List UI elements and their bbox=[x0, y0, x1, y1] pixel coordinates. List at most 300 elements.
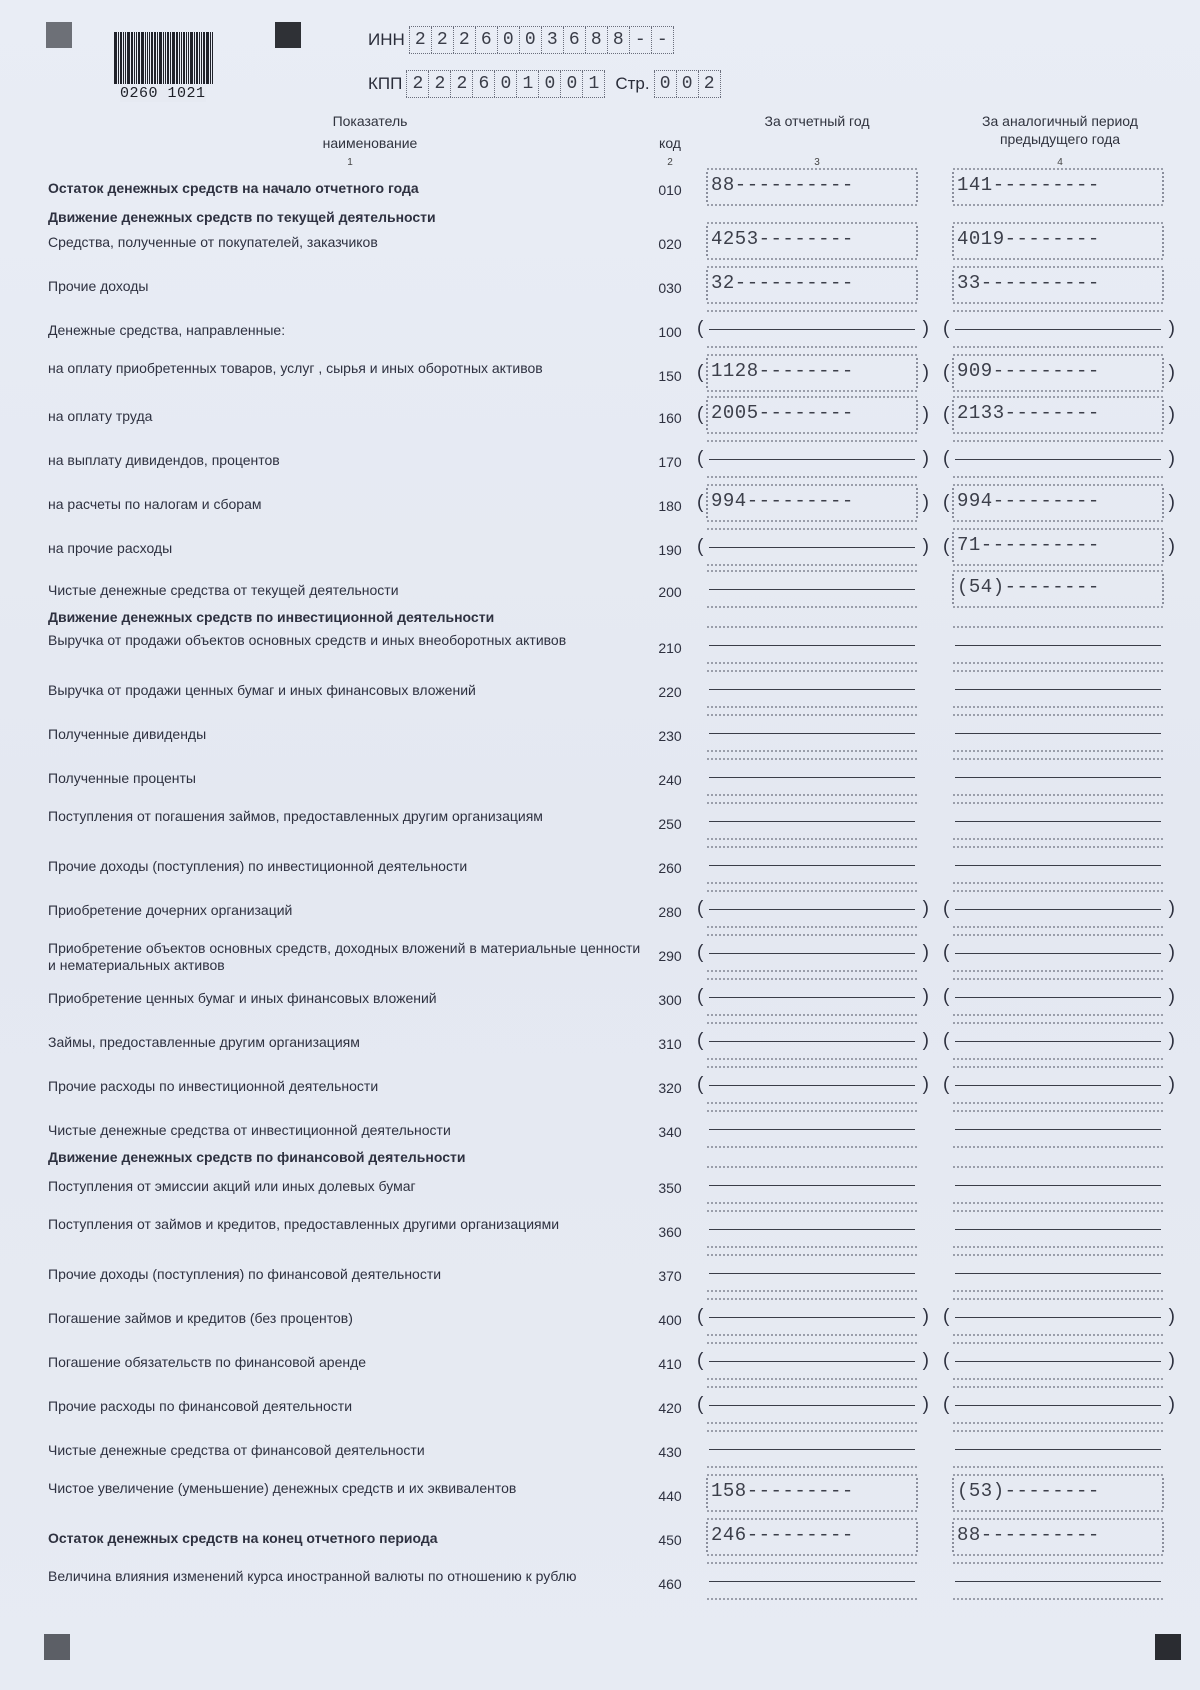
field-dotted-border bbox=[707, 750, 917, 752]
empty-field-line bbox=[709, 1405, 915, 1406]
col4-title-line2: предыдущего года bbox=[999, 131, 1121, 147]
value-field-col4[interactable] bbox=[943, 310, 1175, 348]
field-separator bbox=[706, 226, 708, 256]
value-field-col3[interactable] bbox=[697, 890, 929, 928]
value-field-col3[interactable] bbox=[707, 1562, 917, 1600]
field-separator bbox=[952, 1522, 954, 1552]
field-separator bbox=[952, 270, 954, 300]
open-paren: ( bbox=[943, 942, 950, 963]
barcode-bar bbox=[179, 32, 180, 84]
row-label: Погашение займов и кредитов (без процентов) bbox=[48, 1310, 353, 1326]
kpp-digit-cell: 1 bbox=[582, 71, 605, 97]
field-dotted-border bbox=[707, 882, 917, 884]
barcode-bar bbox=[141, 32, 144, 84]
value-field-col3[interactable] bbox=[707, 222, 917, 260]
value-field-col4[interactable] bbox=[943, 978, 1175, 1016]
barcode-bar bbox=[190, 32, 193, 84]
empty-field-line bbox=[955, 1361, 1161, 1362]
row-label: Поступления от погашения займов, предоставленных другим организациям bbox=[48, 808, 543, 824]
value-field-col3[interactable] bbox=[697, 396, 929, 434]
value-field-col4[interactable] bbox=[953, 168, 1163, 206]
row-code: 300 bbox=[658, 992, 682, 1008]
field-value: 246--------- bbox=[711, 1524, 854, 1546]
barcode-bar bbox=[127, 32, 130, 84]
field-separator bbox=[1162, 532, 1164, 562]
field-value: 4019-------- bbox=[957, 228, 1100, 250]
barcode-bar bbox=[181, 32, 182, 84]
row-code: 230 bbox=[658, 728, 682, 744]
row-code: 350 bbox=[658, 1180, 682, 1196]
open-paren: ( bbox=[697, 404, 704, 425]
open-paren: ( bbox=[697, 942, 704, 963]
value-field-col4[interactable] bbox=[943, 528, 1175, 566]
field-value: 141--------- bbox=[957, 174, 1100, 196]
col3-number: 3 bbox=[814, 157, 820, 168]
barcode-bar bbox=[186, 32, 187, 84]
field-dotted-border bbox=[953, 1378, 1163, 1380]
field-dotted-border bbox=[707, 1102, 917, 1104]
field-dotted-border bbox=[953, 794, 1163, 796]
field-separator bbox=[952, 172, 954, 202]
value-field-col3[interactable] bbox=[707, 1210, 917, 1248]
value-field-col3[interactable] bbox=[707, 1166, 917, 1204]
row-label: Выручка от продажи объектов основных средств и иных внеоборотных активов bbox=[48, 632, 567, 648]
close-paren: ) bbox=[922, 404, 929, 425]
col3-title: За отчетный год bbox=[764, 113, 870, 129]
value-field-col3[interactable] bbox=[707, 758, 917, 796]
value-field-col3[interactable] bbox=[697, 484, 929, 522]
value-field-col3[interactable] bbox=[707, 1110, 917, 1148]
close-paren: ) bbox=[1168, 898, 1175, 919]
value-field-col4[interactable] bbox=[953, 1210, 1163, 1248]
field-dotted-border bbox=[707, 890, 917, 892]
field-dotted-border bbox=[953, 1102, 1163, 1104]
field-dotted-border bbox=[707, 1422, 917, 1424]
open-paren: ( bbox=[943, 1074, 950, 1095]
kpp-cells bbox=[406, 70, 605, 98]
field-dotted-border bbox=[953, 1562, 1163, 1564]
empty-field-line bbox=[709, 1273, 915, 1274]
empty-field-line bbox=[709, 1041, 915, 1042]
barcode-bar bbox=[159, 32, 162, 84]
close-paren: ) bbox=[922, 362, 929, 383]
field-dotted-border bbox=[707, 396, 917, 398]
field-separator bbox=[952, 532, 954, 562]
field-dotted-border bbox=[953, 1474, 1163, 1476]
row-code: 020 bbox=[658, 236, 682, 252]
field-dotted-border bbox=[953, 802, 1163, 804]
page-digit-cell: 0 bbox=[676, 71, 698, 97]
row-label: на расчеты по налогам и сборам bbox=[48, 496, 262, 512]
field-dotted-border bbox=[707, 794, 917, 796]
row-label: Полученные проценты bbox=[48, 770, 196, 786]
close-paren: ) bbox=[1168, 448, 1175, 469]
open-paren: ( bbox=[943, 1306, 950, 1327]
field-dotted-border bbox=[953, 626, 1163, 628]
field-separator bbox=[916, 1522, 918, 1552]
empty-field-line bbox=[709, 997, 915, 998]
value-field-col3[interactable] bbox=[697, 528, 929, 566]
field-dotted-border bbox=[707, 1474, 917, 1476]
open-paren: ( bbox=[697, 898, 704, 919]
row-label: Займы, предоставленные другим организациям bbox=[48, 1034, 360, 1050]
close-paren: ) bbox=[1168, 986, 1175, 1007]
close-paren: ) bbox=[922, 1306, 929, 1327]
field-dotted-border bbox=[707, 1110, 917, 1112]
row-code: 180 bbox=[658, 498, 682, 514]
row-label: Прочие расходы по финансовой деятельности bbox=[48, 1398, 353, 1414]
value-field-col3[interactable] bbox=[697, 440, 929, 478]
close-paren: ) bbox=[922, 942, 929, 963]
field-dotted-border bbox=[707, 926, 917, 928]
field-dotted-border bbox=[707, 1510, 917, 1512]
barcode-bar bbox=[212, 32, 213, 84]
field-dotted-border bbox=[953, 564, 1163, 566]
field-dotted-border bbox=[707, 1058, 917, 1060]
value-field-col4[interactable] bbox=[943, 440, 1175, 478]
value-field-col3[interactable] bbox=[697, 1298, 929, 1336]
row-label: Средства, полученные от покупателей, заказчиков bbox=[48, 234, 378, 250]
open-paren: ( bbox=[697, 1074, 704, 1095]
value-field-col4[interactable] bbox=[953, 714, 1163, 752]
row-label: Прочие доходы bbox=[48, 278, 149, 294]
empty-field-line bbox=[709, 953, 915, 954]
barcode bbox=[114, 32, 230, 84]
field-separator bbox=[706, 358, 708, 388]
field-dotted-border bbox=[953, 606, 1163, 608]
value-field-col3[interactable] bbox=[697, 934, 929, 972]
field-separator bbox=[916, 270, 918, 300]
field-dotted-border bbox=[707, 570, 917, 572]
empty-field-line bbox=[709, 589, 915, 590]
close-paren: ) bbox=[922, 1074, 929, 1095]
barcode-bar bbox=[167, 32, 169, 84]
field-dotted-border bbox=[707, 1254, 917, 1256]
value-field-col4[interactable] bbox=[953, 626, 1163, 664]
row-code: 440 bbox=[658, 1488, 682, 1504]
value-field-col3[interactable] bbox=[707, 1254, 917, 1292]
value-field-col3[interactable] bbox=[707, 670, 917, 708]
barcode-bar bbox=[151, 32, 153, 84]
close-paren: ) bbox=[922, 986, 929, 1007]
barcode-bar bbox=[165, 32, 166, 84]
value-field-col4[interactable] bbox=[953, 802, 1163, 840]
empty-field-line bbox=[955, 1085, 1161, 1086]
field-dotted-border bbox=[707, 1430, 917, 1432]
col1-header bbox=[270, 112, 470, 152]
kpp-digit-cell: 2 bbox=[406, 71, 428, 97]
empty-field-line bbox=[955, 1129, 1161, 1130]
col4-title-line1: За аналогичный период bbox=[982, 113, 1138, 129]
field-value: 2005-------- bbox=[711, 402, 854, 424]
value-field-col3[interactable] bbox=[707, 570, 917, 608]
value-field-col4[interactable] bbox=[953, 1166, 1163, 1204]
row-label: Приобретение ценных бумаг и иных финансовых вложений bbox=[48, 990, 437, 1006]
empty-field-line bbox=[709, 689, 915, 690]
value-field-col4[interactable] bbox=[953, 222, 1163, 260]
open-paren: ( bbox=[943, 404, 950, 425]
row-label: Движение денежных средств по текущей деятельности bbox=[48, 209, 436, 225]
value-field-col4[interactable] bbox=[953, 1110, 1163, 1148]
empty-field-line bbox=[709, 1229, 915, 1230]
field-separator bbox=[1162, 226, 1164, 256]
value-field-col4[interactable] bbox=[943, 484, 1175, 522]
value-field-col4[interactable] bbox=[953, 1474, 1163, 1512]
field-dotted-border bbox=[953, 266, 1163, 268]
page-cells bbox=[654, 70, 721, 98]
field-dotted-border bbox=[953, 476, 1163, 478]
row-label: Чистые денежные средства от финансовой деятельности bbox=[48, 1442, 425, 1458]
row-label: Остаток денежных средств на начало отчетного года bbox=[48, 180, 419, 196]
kpp-digit-cell: 1 bbox=[516, 71, 538, 97]
empty-field-line bbox=[709, 1317, 915, 1318]
field-dotted-border bbox=[953, 1342, 1163, 1344]
field-dotted-border bbox=[953, 310, 1163, 312]
value-field-col4[interactable] bbox=[953, 758, 1163, 796]
empty-field-line bbox=[709, 1085, 915, 1086]
field-dotted-border bbox=[953, 846, 1163, 848]
row-label: Прочие доходы (поступления) по финансовой деятельности bbox=[48, 1266, 442, 1282]
inn-digit-cell: 6 bbox=[563, 27, 585, 53]
value-field-col3[interactable] bbox=[707, 626, 917, 664]
field-dotted-border bbox=[953, 390, 1163, 392]
col2-title: код bbox=[659, 135, 681, 151]
inn-row bbox=[368, 26, 674, 54]
corner-marker-top-left bbox=[46, 22, 72, 48]
field-separator bbox=[1162, 574, 1164, 604]
value-field-col4[interactable] bbox=[953, 1254, 1163, 1292]
value-field-col4[interactable] bbox=[943, 1342, 1175, 1380]
row-label: на выплату дивидендов, процентов bbox=[48, 452, 280, 468]
field-dotted-border bbox=[707, 846, 917, 848]
empty-field-line bbox=[955, 997, 1161, 998]
field-dotted-border bbox=[953, 670, 1163, 672]
field-dotted-border bbox=[707, 1014, 917, 1016]
kpp-digit-cell: 0 bbox=[494, 71, 516, 97]
row-code: 160 bbox=[658, 410, 682, 426]
kpp-digit-cell: 6 bbox=[472, 71, 494, 97]
open-paren: ( bbox=[697, 1306, 704, 1327]
open-paren: ( bbox=[697, 1350, 704, 1371]
row-label: Поступления от эмиссии акций или иных долевых бумаг bbox=[48, 1178, 416, 1194]
field-separator bbox=[1162, 1522, 1164, 1552]
corner-marker-bottom-left bbox=[44, 1634, 70, 1660]
inn-digit-cell: 2 bbox=[431, 27, 453, 53]
field-dotted-border bbox=[707, 440, 917, 442]
inn-digit-cell: 2 bbox=[453, 27, 475, 53]
value-field-col3[interactable] bbox=[707, 168, 917, 206]
field-dotted-border bbox=[953, 882, 1163, 884]
open-paren: ( bbox=[943, 898, 950, 919]
kpp-digit-cell: 2 bbox=[428, 71, 450, 97]
field-dotted-border bbox=[707, 302, 917, 304]
row-label: Остаток денежных средств на конец отчетного периода bbox=[48, 1530, 438, 1546]
value-field-col3[interactable] bbox=[697, 1386, 929, 1424]
field-separator bbox=[1162, 400, 1164, 430]
value-field-col3[interactable] bbox=[707, 1430, 917, 1468]
open-paren: ( bbox=[697, 1394, 704, 1415]
barcode-bar bbox=[154, 32, 156, 84]
value-field-col4[interactable] bbox=[953, 570, 1163, 608]
row-code: 340 bbox=[658, 1124, 682, 1140]
field-dotted-border bbox=[707, 258, 917, 260]
row-code: 320 bbox=[658, 1080, 682, 1096]
row-code: 190 bbox=[658, 542, 682, 558]
value-field-col3[interactable] bbox=[697, 1342, 929, 1380]
barcode-bar bbox=[163, 32, 164, 84]
empty-field-line bbox=[955, 459, 1161, 460]
row-label: Чистые денежные средства от инвестиционной деятельности bbox=[48, 1122, 451, 1138]
close-paren: ) bbox=[1168, 1030, 1175, 1051]
barcode-bar bbox=[170, 32, 171, 84]
field-dotted-border bbox=[707, 1334, 917, 1336]
value-field-col3[interactable] bbox=[697, 354, 929, 392]
field-dotted-border bbox=[707, 1202, 917, 1204]
value-field-col4[interactable] bbox=[953, 670, 1163, 708]
barcode-bar bbox=[157, 32, 158, 84]
value-field-col4[interactable] bbox=[943, 396, 1175, 434]
empty-field-line bbox=[709, 1185, 915, 1186]
value-field-col3[interactable] bbox=[697, 978, 929, 1016]
inn-digit-cell: 8 bbox=[607, 27, 629, 53]
field-value: 909--------- bbox=[957, 360, 1100, 382]
open-paren: ( bbox=[697, 1030, 704, 1051]
close-paren: ) bbox=[922, 318, 929, 339]
row-code: 210 bbox=[658, 640, 682, 656]
field-dotted-border bbox=[953, 354, 1163, 356]
field-separator bbox=[952, 226, 954, 256]
barcode-bar bbox=[114, 32, 117, 84]
barcode-bar bbox=[136, 32, 137, 84]
value-field-col4[interactable] bbox=[943, 934, 1175, 972]
barcode-bar bbox=[134, 32, 135, 84]
field-dotted-border bbox=[953, 838, 1163, 840]
close-paren: ) bbox=[1168, 492, 1175, 513]
row-code: 370 bbox=[658, 1268, 682, 1284]
open-paren: ( bbox=[943, 1030, 950, 1051]
empty-field-line bbox=[709, 1129, 915, 1130]
field-dotted-border bbox=[707, 1246, 917, 1248]
field-separator bbox=[952, 358, 954, 388]
empty-field-line bbox=[955, 821, 1161, 822]
row-label: Движение денежных средств по финансовой деятельности bbox=[48, 1149, 466, 1165]
field-dotted-border bbox=[953, 346, 1163, 348]
row-code: 240 bbox=[658, 772, 682, 788]
field-dotted-border bbox=[953, 258, 1163, 260]
field-dotted-border bbox=[953, 1058, 1163, 1060]
value-field-col4[interactable] bbox=[943, 1386, 1175, 1424]
value-field-col3[interactable] bbox=[707, 846, 917, 884]
close-paren: ) bbox=[1168, 318, 1175, 339]
field-dotted-border bbox=[953, 1334, 1163, 1336]
empty-field-line bbox=[955, 1273, 1161, 1274]
field-dotted-border bbox=[707, 1146, 917, 1148]
page-digit-cell: 0 bbox=[654, 71, 676, 97]
value-field-col3[interactable] bbox=[697, 310, 929, 348]
field-dotted-border bbox=[953, 302, 1163, 304]
value-field-col4[interactable] bbox=[943, 1298, 1175, 1336]
field-dotted-border bbox=[953, 1110, 1163, 1112]
close-paren: ) bbox=[922, 536, 929, 557]
value-field-col4[interactable] bbox=[943, 1066, 1175, 1104]
field-dotted-border bbox=[707, 1342, 917, 1344]
value-field-col4[interactable] bbox=[953, 1518, 1163, 1556]
field-dotted-border bbox=[707, 204, 917, 206]
row-code: 010 bbox=[658, 182, 682, 198]
field-dotted-border bbox=[953, 168, 1163, 170]
field-dotted-border bbox=[953, 1246, 1163, 1248]
close-paren: ) bbox=[1168, 536, 1175, 557]
field-separator bbox=[1162, 358, 1164, 388]
value-field-col3[interactable] bbox=[707, 714, 917, 752]
field-dotted-border bbox=[707, 1598, 917, 1600]
barcode-bar bbox=[176, 32, 178, 84]
field-dotted-border bbox=[953, 934, 1163, 936]
field-separator bbox=[706, 400, 708, 430]
close-paren: ) bbox=[1168, 942, 1175, 963]
barcode-bar bbox=[118, 32, 119, 84]
barcode-bar bbox=[145, 32, 146, 84]
value-field-col3[interactable] bbox=[697, 1066, 929, 1104]
value-field-col4[interactable] bbox=[953, 846, 1163, 884]
value-field-col4[interactable] bbox=[953, 1562, 1163, 1600]
empty-field-line bbox=[709, 329, 915, 330]
empty-field-line bbox=[709, 777, 915, 778]
field-dotted-border bbox=[953, 1210, 1163, 1212]
open-paren: ( bbox=[697, 536, 704, 557]
empty-field-line bbox=[955, 1185, 1161, 1186]
inn-digit-cell: 6 bbox=[475, 27, 497, 53]
empty-field-line bbox=[709, 733, 915, 734]
empty-field-line bbox=[709, 645, 915, 646]
field-value: 88---------- bbox=[711, 174, 854, 196]
value-field-col4[interactable] bbox=[953, 1430, 1163, 1468]
field-separator bbox=[952, 488, 954, 518]
value-field-col4[interactable] bbox=[943, 890, 1175, 928]
value-field-col3[interactable] bbox=[707, 1474, 917, 1512]
field-dotted-border bbox=[953, 926, 1163, 928]
value-field-col3[interactable] bbox=[697, 1022, 929, 1060]
open-paren: ( bbox=[697, 492, 704, 513]
value-field-col4[interactable] bbox=[943, 1022, 1175, 1060]
field-dotted-border bbox=[707, 1518, 917, 1520]
value-field-col4[interactable] bbox=[943, 354, 1175, 392]
field-value: 4253-------- bbox=[711, 228, 854, 250]
empty-field-line bbox=[955, 1581, 1161, 1582]
empty-field-line bbox=[709, 1449, 915, 1450]
field-dotted-border bbox=[707, 1562, 917, 1564]
row-code: 430 bbox=[658, 1444, 682, 1460]
field-separator bbox=[706, 270, 708, 300]
open-paren: ( bbox=[943, 448, 950, 469]
field-separator bbox=[1162, 488, 1164, 518]
value-field-col3[interactable] bbox=[707, 802, 917, 840]
row-code: 260 bbox=[658, 860, 682, 876]
field-dotted-border bbox=[953, 432, 1163, 434]
row-code: 150 bbox=[658, 368, 682, 384]
field-separator bbox=[916, 172, 918, 202]
field-dotted-border bbox=[707, 168, 917, 170]
value-field-col3[interactable] bbox=[707, 266, 917, 304]
field-dotted-border bbox=[707, 432, 917, 434]
field-dotted-border bbox=[707, 528, 917, 530]
barcode-bar bbox=[199, 32, 200, 84]
corner-marker-bottom-right bbox=[1155, 1634, 1181, 1660]
field-dotted-border bbox=[707, 564, 917, 566]
close-paren: ) bbox=[922, 1030, 929, 1051]
value-field-col3[interactable] bbox=[707, 1518, 917, 1556]
value-field-col4[interactable] bbox=[953, 266, 1163, 304]
